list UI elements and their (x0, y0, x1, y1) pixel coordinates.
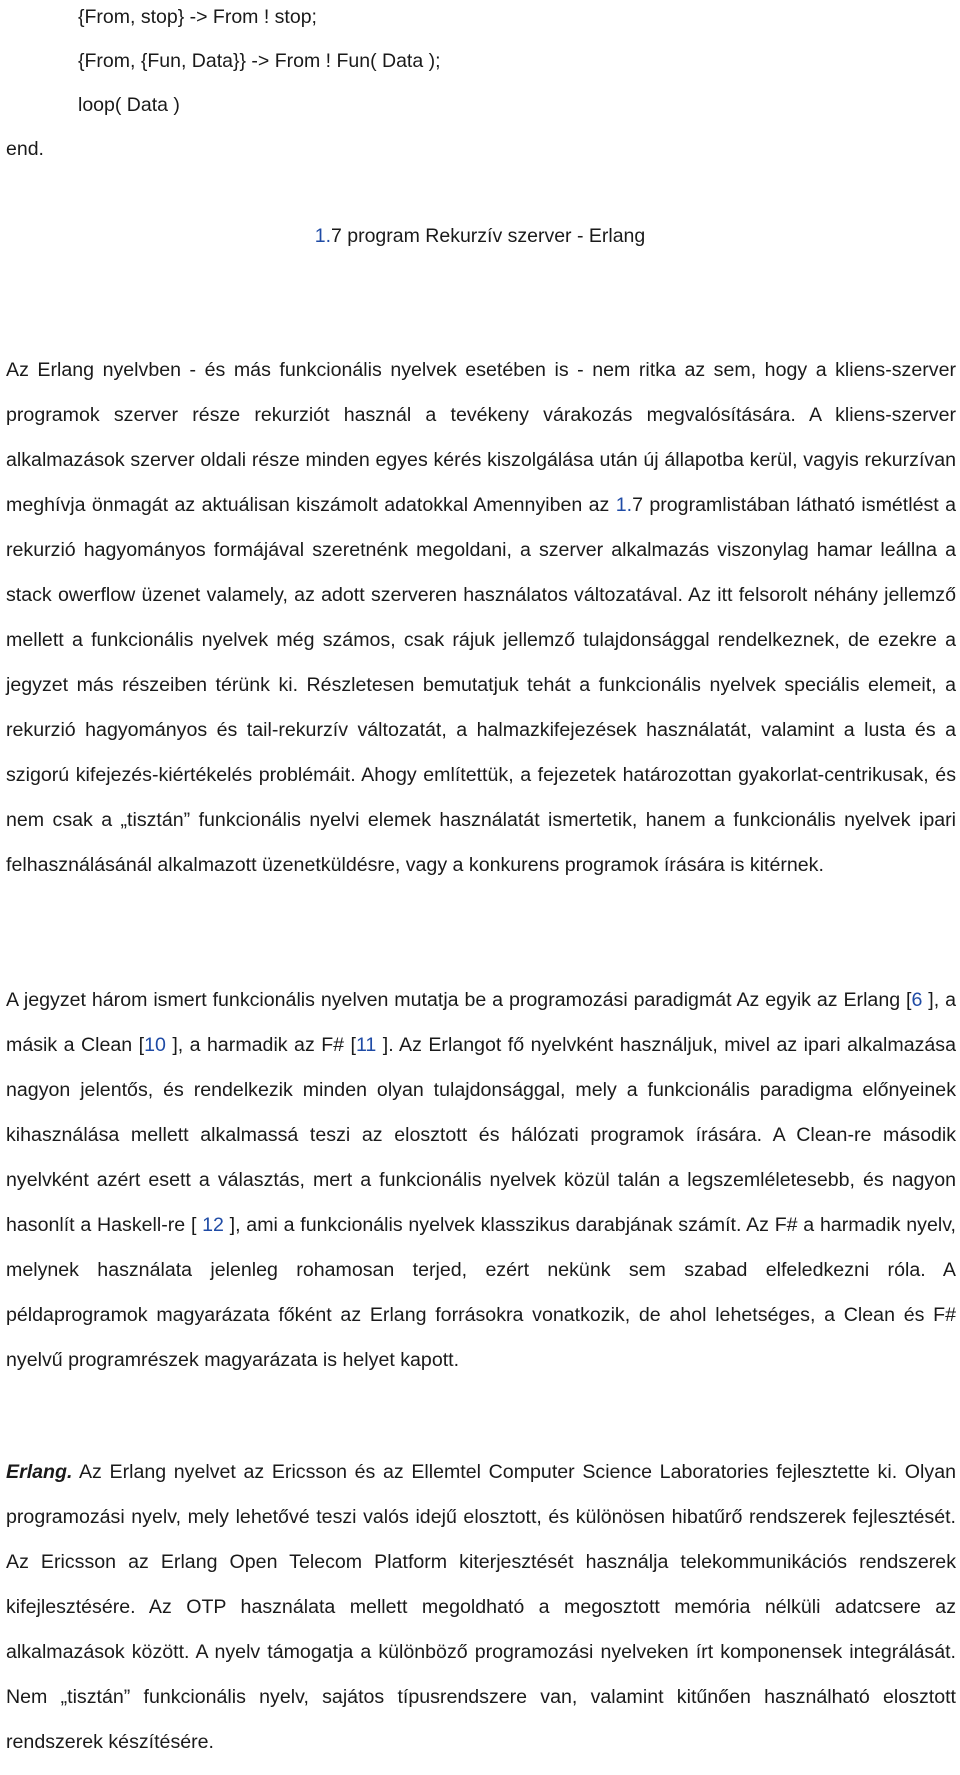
paragraph-text: ], a harmadik az F# [ (165, 1034, 356, 1056)
paragraph-text: A jegyzet három ismert funkcionális nyelven mutatja be a programozási paradigmát Az egyik az Erlang [ (6, 989, 912, 1011)
listing-ref-link[interactable]: 1. (615, 494, 633, 516)
caption-ref-link[interactable]: 1. (314, 225, 331, 247)
paragraph-text: Az Erlang nyelvet az Ericsson és az Ellemtel Computer Science Laboratories fejlesztette ki. Olyan programozási nyelv, mely lehetővé teszi valós idejű elosztott, és különösen hibatűrő rendszerek fejlesztését. Az Ericsson az Erlang Open Telecom Platform kiterjesztését használja telekommunikációs rendszerek kifejlesztésére. Az OTP használata mellett megoldható a megosztott memória nélküli adatcsere az alkalmazások között. A nyelv támogatja a különböző programozási nyelveken írt komponensek integrálását. Nem „tisztán” funkcionális nyelv, sajátos típusrendszere van, valamint kitűnően használható elosztott rendszerek készítésére. (6, 1461, 956, 1753)
citation-link-11[interactable]: 11 (355, 1034, 377, 1056)
listing-caption (0, 225, 960, 248)
paragraph-languages (6, 978, 956, 1383)
caption-text: 7 program Rekurzív szerver - Erlang (330, 225, 646, 247)
code-line-4: end. (6, 138, 44, 160)
citation-link-6[interactable]: 6 (911, 989, 923, 1011)
paragraph-text: ]. Az Erlangot fő nyelvként használjuk, mivel az ipari alkalmazása nagyon jelentős, és rendelkezik minden olyan tulajdonsággal, mely a funkcionális paradigma előnyeinek kihasználása mellett alkalmassá teszi az elosztott és hálózati programok írására. A Clean-re második nyelvként azért esett a választás, mert a funkcionális nyelvek közül talán a legszemléletesebb, és nagyon hasonlít a Haskell-re [ (6, 1034, 956, 1236)
code-line-3: loop( Data ) (78, 94, 180, 116)
paragraph-text: ], a másik a Clean [ (6, 989, 956, 1056)
paragraph-erlang (6, 1450, 956, 1765)
section-heading: Erlang. (6, 1461, 73, 1483)
paragraph-intro (6, 348, 956, 888)
paragraph-text: Az Erlang nyelvben - és más funkcionális nyelvek esetében is - nem ritka az sem, hogy a kliens-szerver programok szerver része rekurziót használ a tevékeny várakozás megvalósítására. A kliens-szerver alkalmazások szerver oldali része minden egyes kérés kiszolgálása után új állapotba kerül, vagyis rekurzívan meghívja önmagát az aktuálisan kiszámolt adatokkal Amennyiben az (6, 359, 956, 516)
paragraph-text: ], ami a funkcionális nyelvek klasszikus darabjának számít. Az F# a harmadik nyelv, melynek használata jelenleg rohamosan terjed, ezért nekünk sem szabad elfeledkezni róla. A példaprogramok magyarázata főként az Erlang forrásokra vonatkozik, de ahol lehetséges, a Clean és F# nyelvű programrészek magyarázata is helyet kapott. (6, 1214, 957, 1371)
paragraph-text: 7 programlistában látható ismétlést a rekurzió hagyományos formájával szeretnénk megoldani, a szerver alkalmazás viszonylag hamar leállna a stack owerflow üzenet valamely, az adott szerveren használatos változatával. Az itt felsorolt néhány jellemző mellett a funkcionális nyelvek még számos, csak rájuk jellemző tulajdonsággal rendelkeznek, de ezekre a jegyzet más részeiben térünk ki. Részletesen bemutatjuk tehát a funkcionális nyelvek speciális elemeit, a rekurzió hagyományos és tail-rekurzív változatát, a halmazkifejezések használatát, valamint a lusta és a szigorú kifejezés-kiértékelés problémáit. Ahogy említettük, a fejezetek határozottan gyakorlat-centrikusak, és nem csak a „tisztán” funkcionális nyelvi elemek használatát ismertetik, hanem a funkcionális nyelvek ipari felhasználásánál alkalmazott üzenetküldésre, vagy a konkurens programok írására is kitérnek. (6, 494, 956, 876)
citation-link-12[interactable]: 12 (202, 1214, 224, 1236)
code-line-2: {From, {Fun, Data}} -> From ! Fun( Data ); (78, 50, 441, 72)
citation-link-10[interactable]: 10 (144, 1034, 166, 1056)
code-line-1: {From, stop} -> From ! stop; (78, 6, 317, 28)
